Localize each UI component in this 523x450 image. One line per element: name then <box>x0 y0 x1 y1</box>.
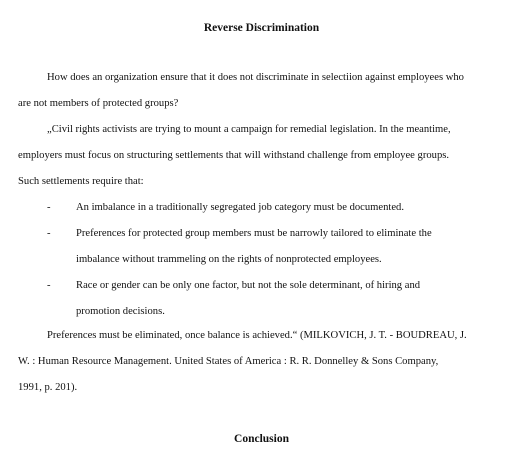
quote-intro-line-1: „Civil rights activists are trying to mount a campaign for remedial legislation. In the meantime, <box>47 124 451 135</box>
bullet-2-line-1: Preferences for protected group members must be narrowly tailored to eliminate the <box>76 228 432 239</box>
quote-intro-line-3: Such settlements require that: <box>18 176 144 187</box>
question-line-1: How does an organization ensure that it does not discriminate in selectiion against employees who <box>47 72 464 83</box>
conclusion-heading: Conclusion <box>234 433 289 445</box>
document-title: Reverse Discrimination <box>203 22 320 34</box>
bullet-marker: - <box>47 280 51 291</box>
closing-line-1: Preferences must be eliminated, once balance is achieved.“ (MILKOVICH, J. T. - BOUDREAU, J. <box>47 330 467 341</box>
bullet-marker: - <box>47 228 51 239</box>
bullet-2-line-2: imbalance without trammeling on the rights of nonprotected employees. <box>76 254 382 265</box>
closing-line-2: W. : Human Resource Management. United States of America : R. R. Donnelley & Sons Company, <box>18 356 439 367</box>
bullet-3-line-2: promotion decisions. <box>76 306 165 317</box>
bullet-marker: - <box>47 202 51 213</box>
closing-line-3: 1991, p. 201). <box>18 382 78 393</box>
quote-intro-line-2: employers must focus on structuring settlements that will withstand challenge from employee groups. <box>18 150 450 161</box>
bullet-3-line-1: Race or gender can be only one factor, but not the sole determinant, of hiring and <box>76 280 421 291</box>
bullet-1-line-1: An imbalance in a traditionally segregated job category must be documented. <box>76 202 405 213</box>
question-line-2: are not members of protected groups? <box>18 98 179 109</box>
